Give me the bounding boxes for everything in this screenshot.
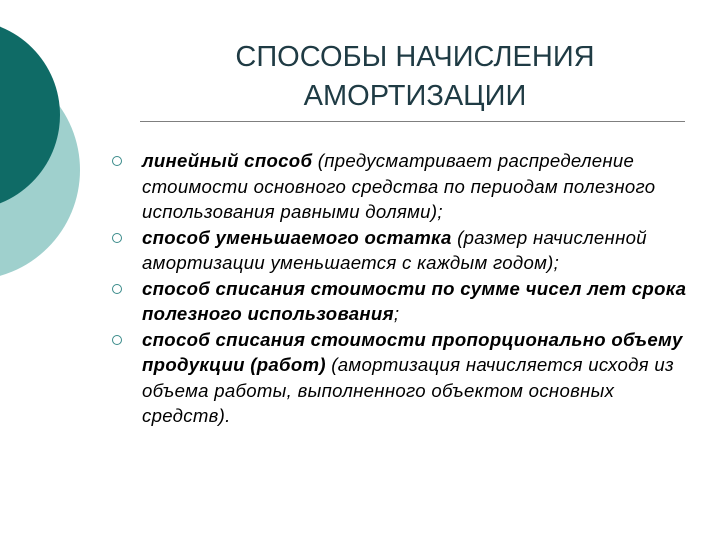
title-line-2: АМОРТИЗАЦИИ xyxy=(303,80,527,112)
bullet-circle-icon xyxy=(112,156,122,166)
bullet-text: (предусматривает распределение стоимости основного средства по периодам полезного использования равными долями); xyxy=(142,150,656,222)
bullet-text: ; xyxy=(393,303,400,324)
bullet-term: способ уменьшаемого остатка xyxy=(142,226,452,248)
title-divider xyxy=(140,121,685,122)
bullet-term: способ списания стоимости пропорционально объему продукции (работ) xyxy=(142,328,683,375)
bullet-item-sum-of-years xyxy=(110,276,700,327)
bullet-item-units-of-production xyxy=(110,327,700,429)
bullet-text: (амортизация начисляется исходя из объема работы, выполненного объектом основных средств). xyxy=(142,354,674,426)
bullet-term: способ списания стоимости по сумме чисел лет срока полезного использования xyxy=(142,277,687,324)
slide-title xyxy=(140,38,690,116)
bullet-text: (размер начисленной амортизации уменьшается с каждым годом); xyxy=(142,226,647,273)
bullet-circle-icon xyxy=(112,233,122,243)
bullet-item-linear xyxy=(110,148,700,225)
title-line-1: СПОСОБЫ НАЧИСЛЕНИЯ xyxy=(235,41,595,73)
bullet-circle-icon xyxy=(112,284,122,294)
bullet-list xyxy=(110,148,700,429)
decorative-circles xyxy=(0,0,120,300)
bullet-term: линейный способ xyxy=(142,150,313,171)
bullet-circle-icon xyxy=(112,335,122,345)
bullet-item-declining-balance xyxy=(110,225,700,276)
